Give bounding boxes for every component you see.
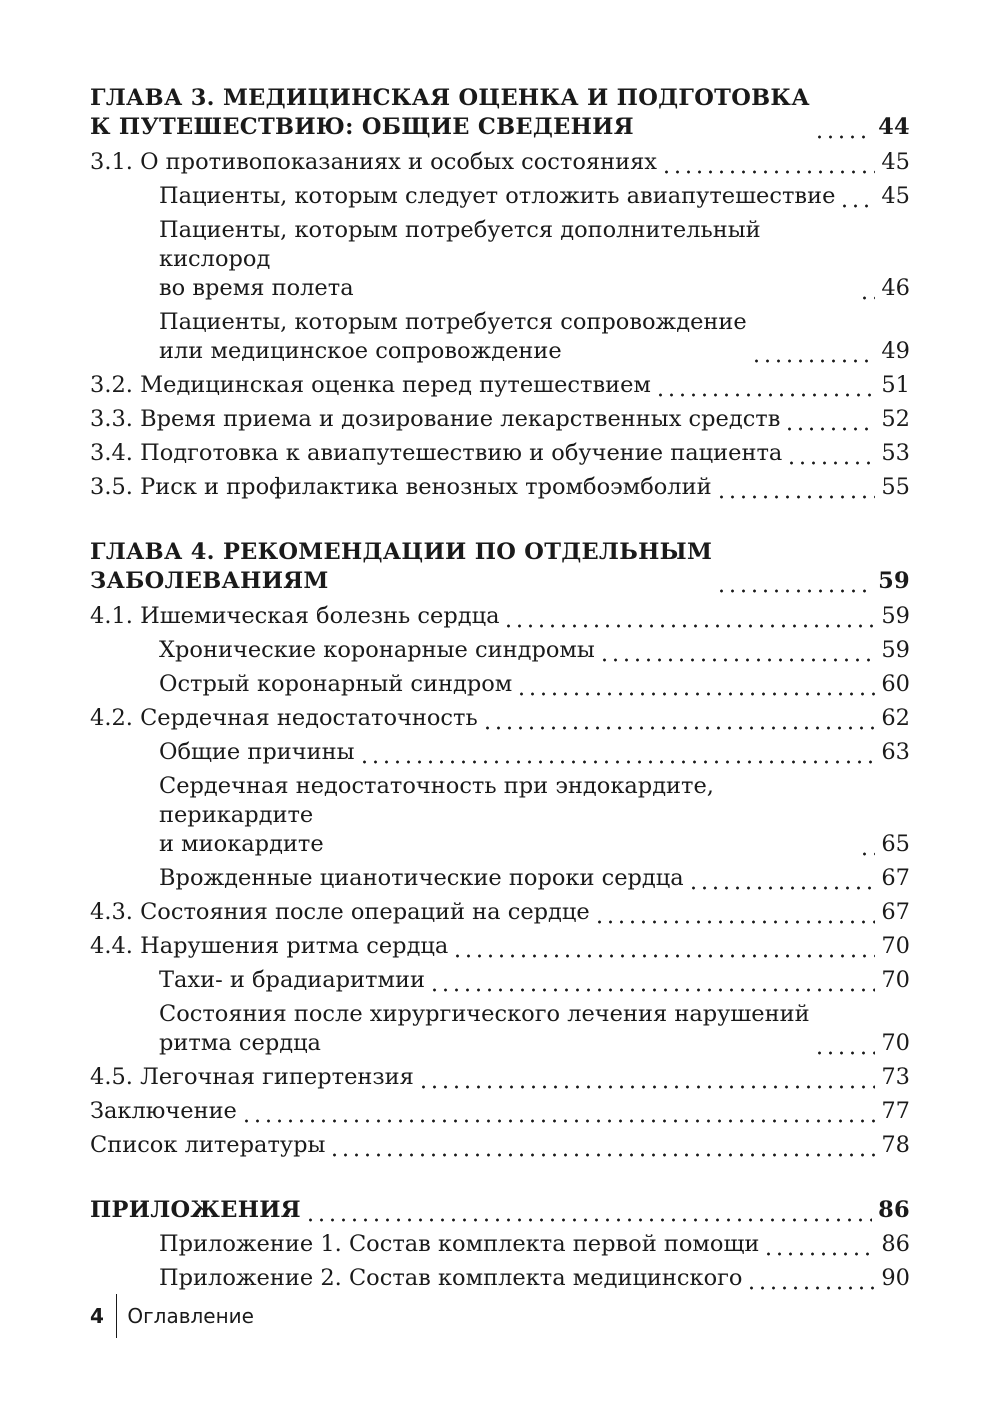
chapter-title-line2: К ПУТЕШЕСТВИЮ: ОБЩИЕ СВЕДЕНИЯ [90,114,634,140]
page-number: 65 [881,831,910,857]
toc-appendices[interactable] [90,1196,910,1225]
page-number: 44 [878,114,910,140]
entry-title: Приложение 1. Состав комплекта первой помощи [159,1231,760,1257]
dot-leader [814,1029,876,1058]
footer-divider [116,1294,118,1338]
entry-title: Общие причины [159,739,355,765]
footer-section-label: Оглавление [127,1304,254,1328]
entry-title: Хронические коронарные синдромы [159,637,595,663]
toc-section-4-5[interactable] [90,1063,910,1092]
page-number: 59 [881,637,910,663]
chapter-title-line2: ЗАБОЛЕВАНИЯМ [90,568,329,594]
page-number: 73 [881,1064,910,1090]
dot-leader [655,371,875,400]
toc-section-4-3[interactable] [90,898,910,927]
entry-title: 3.5. Риск и профилактика венозных тромбоэмболий [90,474,712,500]
toc-appendix-2[interactable] [90,1264,910,1293]
dot-leader [784,405,875,434]
entry-title-line1: Состояния после хирургического лечения нарушений [159,1001,810,1027]
toc-conclusion[interactable] [90,1097,910,1126]
toc-subsection-cyanotic-defects[interactable] [90,864,910,893]
entry-title: 3.3. Время приема и дозирование лекарственных средств [90,406,781,432]
dot-leader [751,337,876,366]
entry-title: Врожденные цианотические пороки сердца [159,865,684,891]
dot-leader [839,182,875,211]
page-number: 45 [881,183,910,209]
page-number: 86 [878,1197,910,1223]
entry-title: ПРИЛОЖЕНИЯ [90,1197,301,1223]
toc-references[interactable] [90,1131,910,1160]
page-number: 52 [881,406,910,432]
entry-title-line1: Пациенты, которым потребуется сопровождение [159,309,747,335]
dot-leader [429,966,875,995]
entry-title: 4.3. Состояния после операций на сердце [90,899,590,925]
dot-leader [599,636,876,665]
section-spacer [90,1165,910,1196]
entry-title: Острый коронарный синдром [159,671,513,697]
page-number: 59 [881,603,910,629]
entry-title: Тахи- и брадиаритмии [159,967,425,993]
section-spacer [90,507,910,538]
page-number: 63 [881,739,910,765]
toc-subsection-oxygen[interactable] [90,216,910,303]
page-number: 67 [881,865,910,891]
dot-leader [452,932,875,961]
dot-leader [661,148,875,177]
entry-title-line2: ритма сердца [159,1030,321,1056]
page-number: 55 [881,474,910,500]
dot-leader [716,567,872,596]
dot-leader [418,1063,875,1092]
dot-leader [746,1264,875,1293]
page-number: 59 [878,568,910,594]
entry-title: 4.2. Сердечная недостаточность [90,705,478,731]
entry-title: 3.4. Подготовка к авиапутешествию и обучение пациента [90,440,783,466]
footer-page-number: 4 [90,1304,104,1328]
page-number: 67 [881,899,910,925]
page-number: 51 [881,372,910,398]
entry-title: Пациенты, которым следует отложить авиапутешествие [159,183,836,209]
dot-leader [814,113,872,142]
entry-title: Список литературы [90,1132,326,1158]
page-number: 46 [881,275,910,301]
page-number: 45 [881,149,910,175]
chapter-title-line1: ГЛАВА 4. РЕКОМЕНДАЦИИ ПО ОТДЕЛЬНЫМ [90,539,713,565]
entry-title-line2: и миокардите [159,831,324,857]
toc-subsection-postpone-travel[interactable] [90,182,910,211]
dot-leader [688,864,876,893]
dot-leader [503,602,875,631]
toc-subsection-post-surgery-rhythm[interactable] [90,1000,910,1058]
toc-subsection-escort[interactable] [90,308,910,366]
entry-title: 3.1. О противопоказаниях и особых состояниях [90,149,657,175]
entry-title: 4.5. Легочная гипертензия [90,1064,414,1090]
toc-subsection-acute-coronary[interactable] [90,670,910,699]
entry-title-line2: во время полета [159,275,354,301]
entry-title: 4.4. Нарушения ритма сердца [90,933,449,959]
page-number: 70 [881,1030,910,1056]
page-number: 49 [881,338,910,364]
dot-leader [359,738,876,767]
toc-subsection-endocarditis[interactable] [90,772,910,859]
toc-subsection-arrhythmias[interactable] [90,966,910,995]
toc-section-3-5[interactable] [90,473,910,502]
page-number: 60 [881,671,910,697]
page-number: 86 [881,1231,910,1257]
dot-leader [516,670,875,699]
entry-title: 4.1. Ишемическая болезнь сердца [90,603,500,629]
page-number: 78 [881,1132,910,1158]
toc-chapter-4[interactable] [90,538,910,596]
page-number: 77 [881,1098,910,1124]
toc-section-4-1[interactable] [90,602,910,631]
toc-section-3-3[interactable] [90,405,910,434]
dot-leader [241,1097,875,1126]
page-number: 70 [881,933,910,959]
dot-leader [716,473,876,502]
chapter-title-line1: ГЛАВА 3. МЕДИЦИНСКАЯ ОЦЕНКА И ПОДГОТОВКА [90,85,810,111]
toc-appendix-1[interactable] [90,1230,910,1259]
dot-leader [859,830,875,859]
table-of-contents [90,84,910,1298]
toc-subsection-general-causes[interactable] [90,738,910,767]
dot-leader [859,274,875,303]
entry-title: 3.2. Медицинская оценка перед путешествием [90,372,651,398]
entry-title-line1: Сердечная недостаточность при эндокардите, перикардите [159,773,714,828]
toc-section-4-2[interactable] [90,704,910,733]
dot-leader [305,1196,872,1225]
dot-leader [482,704,876,733]
page-number: 53 [881,440,910,466]
page-number: 62 [881,705,910,731]
toc-section-3-4[interactable] [90,439,910,468]
dot-leader [763,1230,875,1259]
toc-subsection-chronic-coronary[interactable] [90,636,910,665]
dot-leader [329,1131,875,1160]
entry-title: Заключение [90,1098,237,1124]
page-number: 70 [881,967,910,993]
entry-title: Приложение 2. Состав комплекта медицинского [159,1265,743,1291]
dot-leader [786,439,875,468]
entry-title-line2: или медицинское сопровождение [159,338,562,364]
toc-section-3-1[interactable] [90,148,910,177]
dot-leader [594,898,876,927]
entry-title-line1: Пациенты, которым потребуется дополнительный кислород [159,217,761,272]
toc-section-4-4[interactable] [90,932,910,961]
page-number: 90 [881,1265,910,1291]
toc-chapter-3[interactable] [90,84,910,142]
toc-section-3-2[interactable] [90,371,910,400]
page-footer [90,1298,254,1334]
